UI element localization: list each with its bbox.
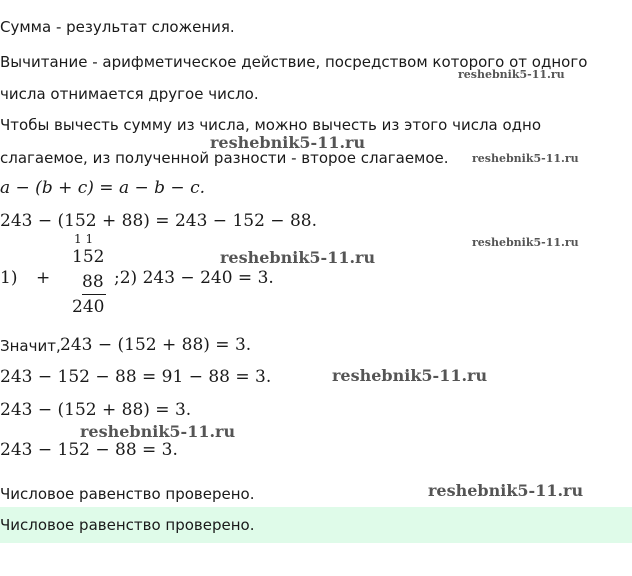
check-line-2: 243 − (152 + 88) = 3. <box>0 400 192 420</box>
watermark: reshebnik5-11.ru <box>428 481 584 500</box>
text-line-2: Вычитание - арифметическое действие, посредством которого от одного <box>0 53 588 71</box>
carry-digits: 1 1 <box>74 232 94 246</box>
sum-bar <box>82 294 106 295</box>
watermark: reshebnik5-11.ru <box>472 236 579 249</box>
watermark: reshebnik5-11.ru <box>458 68 565 81</box>
therefore-expression: 243 − (152 + 88) = 3. <box>60 335 252 355</box>
sum-result: 240 <box>72 297 105 317</box>
watermark: reshebnik5-11.ru <box>80 422 236 441</box>
plus-sign: + <box>36 268 51 288</box>
result-box <box>0 507 632 543</box>
text-line-5: слагаемое, из полученной разности - второе слагаемое. <box>0 149 449 167</box>
text-line-1: Сумма - результат сложения. <box>0 18 235 36</box>
watermark: reshebnik5-11.ru <box>472 152 579 165</box>
check-line-3: 243 − 152 − 88 = 3. <box>0 440 178 460</box>
step2: ;2) 243 − 240 = 3. <box>114 268 274 288</box>
result-box-text: Числовое равенство проверено. <box>0 516 255 534</box>
watermark: reshebnik5-11.ru <box>220 248 376 267</box>
step1-label: 1) <box>0 268 18 288</box>
text-line-4: Чтобы вычесть сумму из числа, можно вычесть из этого числа одно <box>0 116 542 134</box>
addend-bottom: 88 <box>82 272 104 292</box>
watermark: reshebnik5-11.ru <box>332 366 488 385</box>
general-formula: a − (b + c) = a − b − c. <box>0 178 206 198</box>
watermark: reshebnik5-11.ru <box>210 133 366 152</box>
addend-top: 152 <box>72 247 105 267</box>
example-formula: 243 − (152 + 88) = 243 − 152 − 88. <box>0 211 317 231</box>
therefore-prefix: Значит, <box>0 337 61 355</box>
text-line-3: числа отнимается другое число. <box>0 85 259 103</box>
verified-text: Числовое равенство проверено. <box>0 485 255 503</box>
check-line-1: 243 − 152 − 88 = 91 − 88 = 3. <box>0 367 272 387</box>
